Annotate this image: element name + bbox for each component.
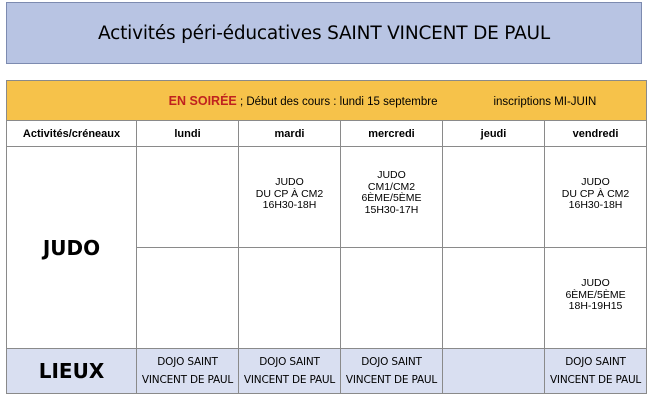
lieux-mardi-line2: VINCENT DE PAUL — [243, 374, 336, 386]
col-header-lundi: lundi — [137, 121, 239, 147]
judo-slot1-vendredi — [545, 147, 647, 248]
mardi-line2: DU CP À CM2 — [255, 187, 324, 200]
lieux-row — [7, 349, 647, 394]
page-title-text: Activités péri-éducatives SAINT VINCENT DE PAUL — [98, 22, 550, 44]
lieux-mardi-line1: DOJO SAINT — [259, 356, 320, 368]
banner-registration: inscriptions MI-JUIN — [493, 95, 597, 108]
schedule-table — [6, 80, 647, 394]
judo-slot2-mercredi — [341, 248, 443, 349]
mardi-line1: JUDO — [275, 176, 304, 188]
banner-evening: EN SOIRÉE — [168, 93, 237, 108]
vendredi2-line2: 6ÈME/5ÈME — [565, 288, 626, 301]
lieux-mercredi-line2: VINCENT DE PAUL — [345, 374, 438, 386]
judo-slot1-mercredi — [341, 147, 443, 248]
col-header-vendredi: vendredi — [545, 121, 647, 147]
lieux-lundi — [137, 349, 239, 394]
mercredi-line3: 6ÈME/5ÈME — [361, 192, 422, 204]
lieux-mercredi — [341, 349, 443, 394]
judo-slot2-jeudi — [443, 248, 545, 349]
mardi-line3: 16H30-18H — [262, 199, 317, 211]
judo-slot2-vendredi — [545, 248, 647, 349]
vendredi1-line2: DU CP À CM2 — [561, 187, 630, 200]
banner-cell — [7, 81, 647, 121]
judo-slot1-lundi — [137, 147, 239, 248]
col-header-mercredi: mercredi — [341, 121, 443, 147]
page-title — [6, 2, 642, 64]
vendredi1-line3: 16H30-18H — [568, 199, 623, 211]
judo-label-cell — [7, 147, 137, 349]
judo-slot1-mardi — [239, 147, 341, 248]
lieux-mardi — [239, 349, 341, 394]
vendredi2-line3: 18H-19H15 — [568, 300, 623, 312]
judo-slot2-lundi — [137, 248, 239, 349]
col-header-mardi: mardi — [239, 121, 341, 147]
banner-start: ; Début des cours : lundi 15 septembre — [236, 95, 438, 108]
lieux-mercredi-line1: DOJO SAINT — [361, 356, 422, 368]
col-header-jeudi: jeudi — [443, 121, 545, 147]
lieux-lundi-line2: VINCENT DE PAUL — [141, 374, 234, 386]
col-header-activities: Activités/créneaux — [7, 121, 137, 147]
judo-slot1-jeudi — [443, 147, 545, 248]
judo-slot1-row — [7, 147, 647, 248]
judo-slot2-mardi — [239, 248, 341, 349]
lieux-vendredi — [545, 349, 647, 394]
judo-label: JUDO — [42, 235, 101, 260]
header-row — [7, 121, 647, 147]
vendredi1-line1: JUDO — [581, 176, 610, 188]
mercredi-line2: CM1/CM2 — [367, 180, 416, 193]
vendredi2-line1: JUDO — [581, 277, 610, 289]
lieux-jeudi — [443, 349, 545, 394]
lieux-lundi-line1: DOJO SAINT — [157, 356, 218, 368]
lieux-label-cell — [7, 349, 137, 394]
mercredi-line1: JUDO — [377, 169, 406, 181]
mercredi-line4: 15H30-17H — [364, 203, 419, 216]
lieux-label: LIEUX — [38, 359, 105, 383]
lieux-vendredi-line1: DOJO SAINT — [565, 356, 626, 368]
banner-row — [7, 81, 647, 121]
lieux-vendredi-line2: VINCENT DE PAUL — [549, 374, 642, 386]
